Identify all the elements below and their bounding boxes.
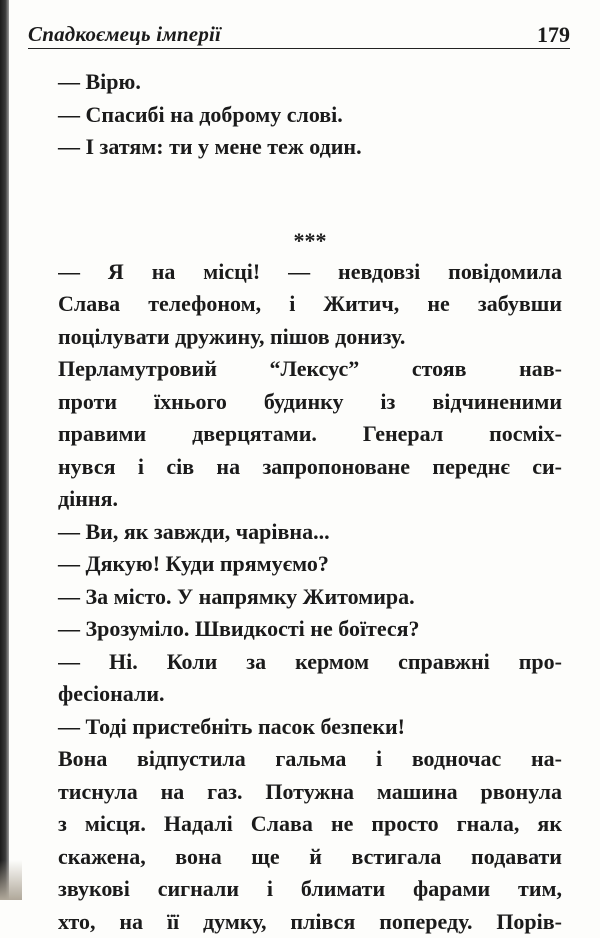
text-line: звукові сигнали і блимати фарами тим, [58,873,562,906]
text-line: скажена, вона ще й встигала подавати [58,841,562,874]
section-gap [58,164,562,226]
text-line: хто, на її думку, плівся попереду. Порів- [58,906,562,938]
text-line: — Я на місці! — невдовзі повідомила [58,256,562,289]
text-line: — Вірю. [58,66,562,99]
text-line: фесіонали. [58,678,562,711]
text-line: з місця. Надалі Слава не просто гнала, як [58,808,562,841]
text-line: — Ви, як завжди, чарівна... [58,516,562,549]
text-line: — За місто. У напрямку Житомира. [58,581,562,614]
text-line: нувся і сів на запропоноване переднє си- [58,451,562,484]
text-line: поцілувати дружину, пішов донизу. [58,321,562,354]
text-line: тиснула на газ. Потужна машина рвонула [58,776,562,809]
page-number: 179 [537,22,570,48]
book-spine-shadow [0,0,9,900]
section-body [58,256,562,938]
page-edge-shadow [0,860,22,900]
page-header [28,20,570,49]
text-line: — Тоді пристебніть пасок безпеки! [58,711,562,744]
running-head: Спадкоємець імперії [28,22,221,47]
text-line: проти їхнього будинку із відчиненими [58,386,562,419]
text-line: Перламутровий “Лексус” стояв нав- [58,353,562,386]
text-line: — Спасибі на доброму слові. [58,99,562,132]
text-line: Вона відпустила гальма і водночас на- [58,743,562,776]
text-line: Слава телефоном, і Житич, не забувши [58,288,562,321]
text-line: правими дверцятами. Генерал посміх- [58,418,562,451]
page-body [58,66,562,938]
text-line: — Ні. Коли за кермом справжні про- [58,646,562,679]
text-line: — І затям: ти у мене теж один. [58,131,562,164]
text-line: діння. [58,483,562,516]
section-separator: *** [58,226,562,256]
text-line: — Зрозуміло. Швидкості не боїтеся? [58,613,562,646]
text-line: — Дякую! Куди прямуємо? [58,548,562,581]
